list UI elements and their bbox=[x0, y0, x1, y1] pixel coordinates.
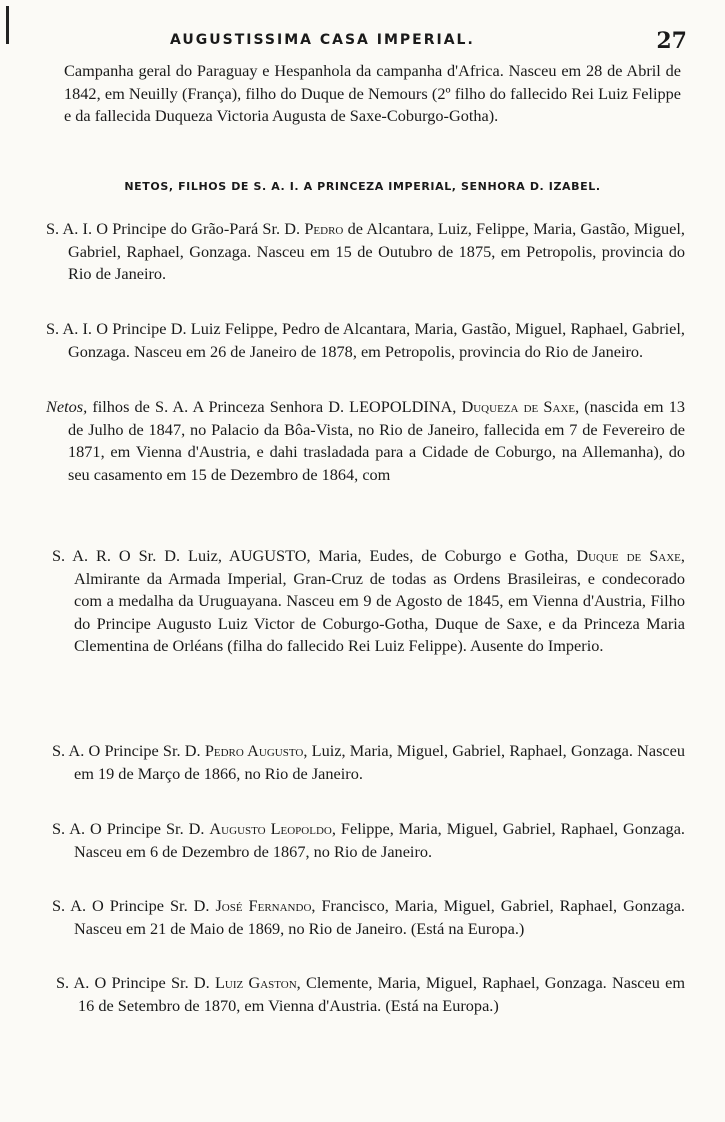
entry-name: Luiz Gaston bbox=[214, 973, 297, 992]
entry-prefix: S. A. R. O Sr. D. Luiz, AUGUSTO, Maria, Eudes, de Coburgo e Gotha, bbox=[52, 546, 577, 565]
section-subheading: NETOS, FILHOS DE S. A. I. A PRINCEZA IMPERIAL, SENHORA D. IZABEL. bbox=[124, 180, 601, 193]
entry-prefix: filhos de S. A. A Princeza Senhora D. LEOPOLDINA, bbox=[87, 397, 462, 416]
intro-paragraph bbox=[64, 60, 681, 128]
entry-name: Pedro Augusto bbox=[204, 741, 304, 760]
entry-paragraph bbox=[56, 972, 685, 1017]
entry-paragraph bbox=[46, 396, 685, 486]
entry-paragraph bbox=[46, 218, 685, 286]
intro-text: Campanha geral do Paraguay e Hespanhola da campanha d'Africa. Nasceu em 28 de Abril de 1842, em Neuilly (França), filho do Duque de Nemours (2º filho do fallecido Rei Luiz Felippe e da fallecida Duqueza Victoria Augusta de Saxe-Coburgo-Gotha). bbox=[64, 61, 681, 126]
entry-7 bbox=[52, 895, 685, 940]
entry-text: de Alcantara, Luiz, Felippe, Maria, Gastão, Miguel, Gabriel, Raphael, Gonzaga. Nasceu em 15 de Outubro de 1875, em Petropolis, provincia do Rio de Janeiro. bbox=[68, 219, 685, 284]
entry-paragraph bbox=[52, 545, 685, 658]
entry-4 bbox=[52, 545, 685, 658]
entry-text: , Francisco, Maria, Miguel, Gabriel, Raphael, Gonzaga. Nasceu em 21 de Maio de 1869, no Rio de Janeiro. (Está na Europa.) bbox=[74, 896, 686, 938]
entry-paragraph bbox=[52, 740, 685, 785]
entry-paragraph bbox=[52, 818, 685, 863]
entry-text: , Almirante da Armada Imperial, Gran-Cruz de todas as Ordens Brasileiras, e condecorado com a medalha da Uruguayana. Nasceu em 9 de Agosto de 1845, em Vienna d'Austria, Filho do Principe Augusto Luiz Victor de Coburgo-Gotha, Duque de Saxe, e da Princeza Maria Clementina de Orléans (filha do fallecido Rei Luiz Felippe). Ausente do Imperio. bbox=[74, 546, 685, 656]
entry-paragraph bbox=[52, 895, 685, 940]
entry-paragraph bbox=[46, 318, 685, 363]
entry-prefix: S. A. I. O Principe do Grão-Pará Sr. D. bbox=[46, 219, 305, 238]
entry-prefix: S. A. O Principe Sr. D. bbox=[52, 741, 205, 760]
page-header bbox=[60, 28, 695, 54]
entry-name: José Fernando bbox=[215, 896, 312, 915]
entry-name: Augusto Leopoldo bbox=[209, 819, 332, 838]
entry-text: , Clemente, Maria, Miguel, Raphael, Gonzaga. Nasceu em 16 de Setembro de 1870, em Vienna d'Austria. (Está na Europa.) bbox=[78, 973, 686, 1015]
entry-1 bbox=[46, 218, 685, 286]
entry-prefix: S. A. I. O Principe D. Luiz Felippe, Pedro de Alcantara, Maria, Gastão, Miguel, Raphael, Gabriel, Gonzaga. Nasceu em 26 de Janeiro de 1878, em Petropolis, provincia do Rio de Janeiro. bbox=[46, 319, 685, 361]
entry-8 bbox=[56, 972, 685, 1017]
entry-2 bbox=[46, 318, 685, 363]
entry-name: Duque de Saxe bbox=[576, 546, 681, 565]
entry-6 bbox=[52, 818, 685, 863]
margin-rule bbox=[6, 6, 9, 44]
entry-text: , (nascida em 13 de Julho de 1847, no Palacio da Bôa-Vista, no Rio de Janeiro, fallecida em 7 de Fevereiro de 1871, em Vienna d'Austria, e dahi trasladada para a Cidade de Coburgo, na Allemanha), do seu casamento em 15 de Dezembro de 1864, com bbox=[68, 397, 685, 484]
entry-name: Pedro bbox=[304, 219, 344, 238]
entry-text: , Felippe, Maria, Miguel, Gabriel, Raphael, Gonzaga. Nasceu em 6 de Dezembro de 1867, no Rio de Janeiro. bbox=[74, 819, 685, 861]
page-number: 27 bbox=[656, 28, 687, 54]
entry-italic-lead: Netos, bbox=[46, 397, 88, 416]
running-title: AUGUSTISSIMA CASA IMPERIAL. bbox=[170, 32, 475, 48]
entry-text: , Luiz, Maria, Miguel, Gabriel, Raphael, Gonzaga. Nasceu em 19 de Março de 1866, no Rio de Janeiro. bbox=[74, 741, 686, 783]
entry-name: Duqueza de Saxe bbox=[461, 397, 576, 416]
entry-prefix: S. A. O Principe Sr. D. bbox=[56, 973, 215, 992]
entry-5 bbox=[52, 740, 685, 785]
entry-prefix: S. A. O Principe Sr. D. bbox=[52, 819, 210, 838]
entry-prefix: S. A. O Principe Sr. D. bbox=[52, 896, 216, 915]
entry-3 bbox=[46, 396, 685, 486]
